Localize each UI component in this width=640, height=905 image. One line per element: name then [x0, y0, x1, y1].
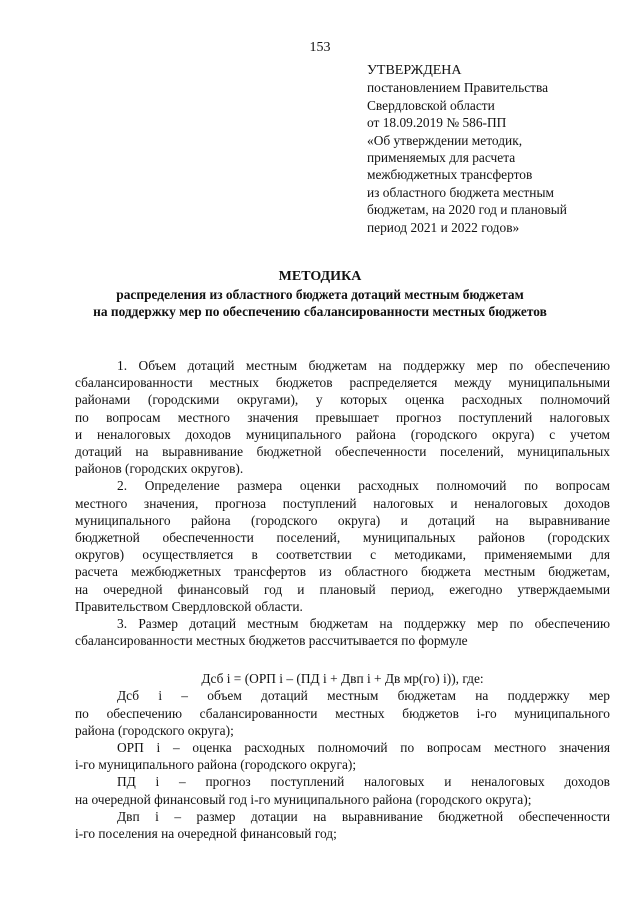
spacer	[75, 649, 610, 670]
approval-line: «Об утверждении методик,	[367, 132, 523, 148]
text-line: местного значения, прогноза поступлений налоговых и неналоговых доходов	[75, 495, 610, 511]
definition-pd	[75, 773, 610, 807]
title-main: МЕТОДИКА	[278, 269, 362, 284]
approval-line: от 18.09.2019 № 586-ПП	[367, 115, 507, 131]
title-subtitle-line-1: распределения из областного бюджета дотаций местным бюджетам	[116, 287, 524, 302]
text-line: района (городского округа);	[75, 722, 234, 738]
text-line: по обеспечению сбалансированности местных бюджетов i-го муниципального	[75, 705, 610, 721]
approval-heading: УТВЕРЖДЕНА	[367, 63, 462, 78]
text-line: сбалансированности местных бюджетов распределяется между муниципальными	[75, 375, 610, 391]
text-line: 1. Объем дотаций местным бюджетам на поддержку мер по обеспечению	[117, 358, 610, 373]
text-line: i-го поселения на очередной финансовый год;	[75, 826, 337, 842]
text-line: ПД i – прогноз поступлений налоговых и неналоговых доходов	[117, 774, 610, 790]
text-line: муниципального района (городского округа) и дотаций на выравнивание	[75, 512, 610, 528]
text-line: ОРП i – оценка расходных полномочий по вопросам местного значения	[117, 740, 610, 756]
paragraph-2	[75, 477, 610, 615]
text-line: 2. Определение размера оценки расходных полномочий по вопросам	[117, 478, 610, 494]
text-line: бюджетной обеспеченности поселений, муниципальных районов (городских	[75, 530, 610, 546]
text-line: районами (городскими округами), у которых оценка расходных полномочий	[75, 392, 610, 408]
text-line: и неналоговых доходов муниципального района (городского округа) с учетом	[75, 426, 610, 442]
document-body	[75, 357, 610, 842]
text-line: i-го муниципального района (городского округа);	[75, 757, 357, 773]
formula: Дсб i = (ОРП i – (ПД i + Двп i + Дв мр(го) i)), где:	[201, 671, 484, 687]
text-line: сбалансированности местных бюджетов рассчитывается по формуле	[75, 633, 468, 649]
approval-line: применяемых для расчета	[367, 150, 516, 166]
approval-line: межбюджетных трансфертов	[367, 167, 533, 183]
text-line: на очередной финансовый год и плановый период, ежегодно утверждаемыми	[75, 581, 610, 597]
approval-block	[367, 62, 629, 236]
definition-dvp	[75, 808, 610, 842]
approval-line: постановлением Правительства	[367, 80, 549, 96]
approval-line: из областного бюджета местным	[367, 184, 554, 200]
text-line: 3. Размер дотаций местным бюджетам на поддержку мер по обеспечению	[117, 616, 610, 632]
definition-dsb	[75, 687, 610, 739]
page-number: 153	[309, 40, 331, 55]
text-line: районов (городских округов).	[75, 461, 244, 477]
approval-line: бюджетам, на 2020 год и плановый	[367, 202, 567, 218]
document-title	[0, 268, 640, 320]
text-line: по вопросам местного значения превышает прогноз поступлений налоговых	[75, 409, 610, 425]
paragraph-1	[75, 357, 610, 477]
text-line: округов) осуществляется в соответствии с методиками, применяемыми для	[75, 547, 610, 563]
text-line: Двп i – размер дотации на выравнивание бюджетной обеспеченности	[117, 808, 610, 824]
text-line: расчета межбюджетных трансфертов из областного бюджета местным бюджетам,	[75, 564, 610, 580]
definition-orp	[75, 739, 610, 773]
text-line: дотаций на выравнивание бюджетной обеспеченности поселений, муниципальных	[75, 444, 610, 460]
text-line: на очередной финансовый год i-го муниципального района (городского округа);	[75, 791, 532, 807]
text-line: Дсб i – объем дотаций местным бюджетам на поддержку мер	[117, 688, 610, 704]
paragraph-3	[75, 615, 610, 649]
approval-line: Свердловской области	[367, 97, 495, 113]
text-line: Правительством Свердловской области.	[75, 598, 303, 614]
title-subtitle-line-2: на поддержку мер по обеспечению сбалансированности местных бюджетов	[93, 304, 547, 319]
approval-line: период 2021 и 2022 годов»	[367, 219, 520, 235]
